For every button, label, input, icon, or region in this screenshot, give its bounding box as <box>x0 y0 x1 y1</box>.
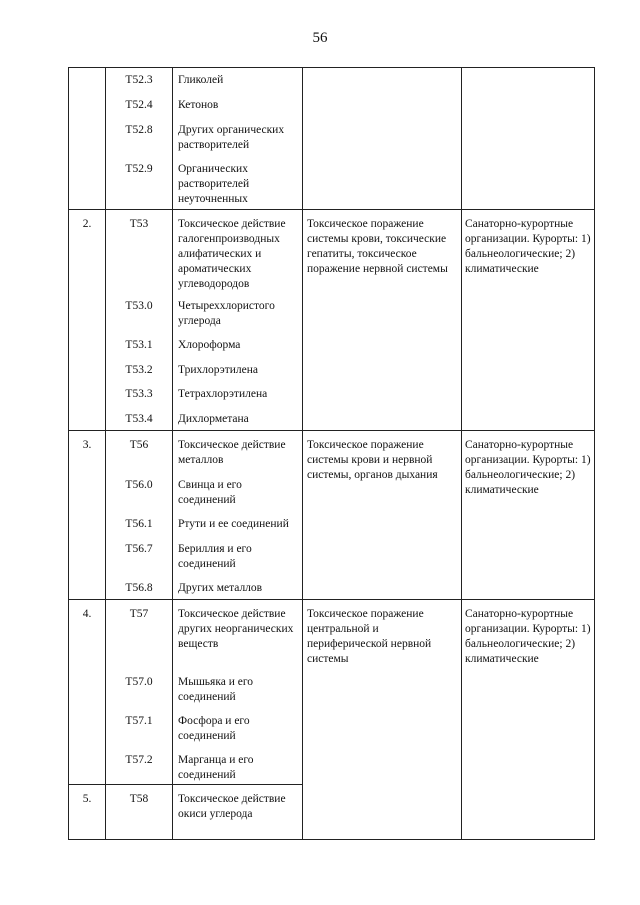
medical-table <box>68 67 594 840</box>
column-divider <box>105 67 106 840</box>
organization-cell: Санаторно-курортные организации. Курорты: 1) бальнеологические; 2) климатические <box>465 439 591 496</box>
name-cell: Других металлов <box>178 582 263 594</box>
name-cell: Фосфора и его соединений <box>178 715 250 742</box>
row-divider <box>68 599 594 600</box>
name-cell: Гликолей <box>178 74 224 86</box>
code-cell: T53.4 <box>125 413 153 425</box>
disease-cell: Токсическое поражение системы крови и нервной системы, органов дыхания <box>307 439 438 481</box>
page-number: 56 <box>312 30 328 46</box>
name-cell: Хлороформа <box>178 339 241 351</box>
code-cell: T52.8 <box>125 124 153 136</box>
code-cell: T56.7 <box>125 543 153 555</box>
table-border-left <box>68 67 69 840</box>
code-cell: T52.3 <box>125 74 153 86</box>
organization-cell: Санаторно-курортные организации. Курорты: 1) бальнеологические; 2) климатические <box>465 608 591 665</box>
name-cell: Четыреххлористого углерода <box>178 300 275 327</box>
row-divider <box>68 784 302 785</box>
name-cell: Свинца и его соединений <box>178 479 242 506</box>
disease-cell: Токсическое поражение центральной и периферической нервной системы <box>307 608 432 665</box>
code-cell: T57.1 <box>125 715 153 727</box>
table-border-top <box>68 67 594 68</box>
code-cell: T52.4 <box>125 99 153 111</box>
table-border-bottom <box>68 839 594 840</box>
code-cell: T53.0 <box>125 300 153 312</box>
code-cell: T56 <box>129 439 149 451</box>
name-cell: Тетрахлорэтилена <box>178 388 268 400</box>
column-divider <box>461 67 462 840</box>
code-cell: T57 <box>129 608 149 620</box>
code-cell: T53.3 <box>125 388 153 400</box>
name-cell: Токсическое действие окиси углерода <box>178 793 286 820</box>
row-number: 4. <box>82 608 92 620</box>
name-cell: Мышьяка и его соединений <box>178 676 254 703</box>
code-cell: T56.8 <box>125 582 153 594</box>
code-cell: T56.1 <box>125 518 153 530</box>
name-cell: Кетонов <box>178 99 219 111</box>
name-cell: Бериллия и его соединений <box>178 543 252 570</box>
name-cell: Трихлорэтилена <box>178 364 258 376</box>
row-number: 5. <box>82 793 92 805</box>
code-cell: T57.2 <box>125 754 153 766</box>
name-cell: Органических растворителей неуточненных <box>178 163 250 205</box>
name-cell: Токсическое действие галогенпроизводных алифатических и ароматических углеводородов <box>178 218 286 290</box>
organization-cell: Санаторно-курортные организации. Курорты: 1) бальнеологические; 2) климатические <box>465 218 591 275</box>
code-cell: T53.1 <box>125 339 153 351</box>
table-border-right <box>594 67 595 840</box>
code-cell: T52.9 <box>125 163 153 175</box>
code-cell: T53.2 <box>125 364 153 376</box>
row-number: 2. <box>82 218 92 230</box>
column-divider <box>302 67 303 840</box>
name-cell: Токсическое действие других неорганических веществ <box>178 608 294 650</box>
name-cell: Токсическое действие металлов <box>178 439 286 466</box>
row-divider <box>68 209 594 210</box>
name-cell: Ртути и ее соединений <box>178 518 289 530</box>
row-divider <box>68 430 594 431</box>
column-divider <box>172 67 173 840</box>
code-cell: T58 <box>129 793 149 805</box>
code-cell: T57.0 <box>125 676 153 688</box>
disease-cell: Токсическое поражение системы крови, токсические гепатиты, токсическое поражение нервной системы <box>307 218 448 275</box>
name-cell: Марганца и его соединений <box>178 754 254 781</box>
code-cell: T53 <box>129 218 149 230</box>
code-cell: T56.0 <box>125 479 153 491</box>
name-cell: Других органических растворителей <box>178 124 285 151</box>
name-cell: Дихлорметана <box>178 413 249 425</box>
row-number: 3. <box>82 439 92 451</box>
